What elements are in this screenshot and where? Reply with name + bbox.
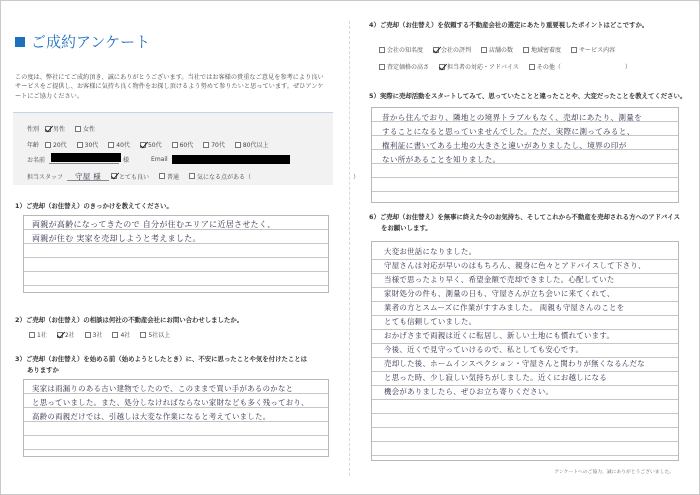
checkbox-icon[interactable]	[111, 173, 117, 179]
profile-panel	[13, 112, 360, 185]
q2-option-1[interactable]: 1社	[29, 330, 47, 339]
age-option-50s[interactable]: 50代	[140, 140, 162, 149]
q6-answer-line: 大変お世話になりました。	[384, 247, 477, 256]
q3-answer-box[interactable]	[23, 379, 329, 457]
gender-label: 性別	[27, 126, 40, 133]
checkbox-icon[interactable]	[85, 332, 91, 338]
q2-option-5-plus[interactable]: 5社以上	[140, 330, 170, 339]
checkbox-icon[interactable]	[45, 142, 51, 148]
name-suffix: 様	[123, 157, 130, 164]
staff-option-very-good[interactable]: とても良い	[111, 172, 149, 181]
q4-option-name-recognition[interactable]: 会社の知名度	[379, 45, 423, 54]
q3-title-line2: ありますか	[27, 366, 59, 374]
staff-row	[27, 171, 359, 181]
staff-option-normal[interactable]: 普通	[159, 172, 179, 181]
q4-title: 4）ご売却（お住替え）を依頼する不動産会社の選定にあたり重要視したポイントはどこですか。	[369, 21, 649, 29]
checkbox-icon[interactable]	[529, 64, 535, 70]
checkbox-icon[interactable]	[29, 332, 35, 338]
q1-answer-line: 両親が住む 実家を売却しようと考えました。	[32, 234, 201, 243]
q6-answer-line: とても信頼していました。	[384, 317, 477, 326]
checkbox-icon[interactable]	[57, 332, 63, 338]
q6-answer-line: 当様で思ったより早く、希望金額で売却できました。心配していた	[384, 275, 615, 284]
q6-answer-line: 守屋さんは対応が早いのはもちろん、親身に色々とアドバイスして下さり、	[384, 261, 646, 270]
q4-option-local[interactable]: 地域密着度	[523, 45, 561, 54]
age-label: 年齢	[27, 142, 40, 149]
age-option-70s[interactable]: 70代	[203, 140, 225, 149]
gender-option-female[interactable]: 女性	[75, 124, 95, 133]
q2-options	[29, 330, 180, 339]
title-block	[15, 31, 150, 52]
q3-answer-line: と思っていました。また、処分しなければならない家財なども多く残っており、	[32, 398, 309, 407]
staff-option-concern[interactable]: 気になる点がある（	[189, 172, 251, 181]
checkbox-icon[interactable]	[523, 47, 529, 53]
q4-option-appraisal[interactable]: 査定価格の高さ	[379, 62, 429, 71]
checkbox-icon[interactable]	[379, 47, 385, 53]
staff-label: 担当スタッフ	[27, 173, 64, 181]
checkbox-icon[interactable]	[235, 142, 241, 148]
email-label: Email	[151, 156, 168, 163]
checkbox-icon[interactable]	[45, 126, 51, 132]
q5-title: 5）実際に売却活動をスタートしてみて、思っていたことと違ったことや、大変だったことを教えてください。	[369, 92, 687, 100]
q6-answer-line: 家財処分の件も、測量の日も、守屋さんが立ち会いに来てくれて、	[384, 289, 615, 298]
age-option-30s[interactable]: 30代	[77, 140, 99, 149]
checkbox-icon[interactable]	[189, 173, 195, 179]
gender-option-male[interactable]: 男性	[45, 124, 65, 133]
q6-answer-line: と思った時、少し寂しい気持ちがしました。近くにお越しになる	[384, 373, 608, 382]
q4-option-store-count[interactable]: 店舗の数	[481, 45, 513, 54]
page-title: ご成約アンケート	[31, 33, 151, 51]
checkbox-icon[interactable]	[112, 332, 118, 338]
checkbox-icon[interactable]	[439, 64, 445, 70]
checkbox-icon[interactable]	[75, 126, 81, 132]
staff-close-paren: ）	[353, 173, 360, 181]
q4-option-reputation[interactable]: 会社の評判	[433, 45, 471, 54]
staff-name: 守屋 様	[67, 171, 109, 181]
q6-answer-line: 今後、近くで見守っていけるので、私としても安心です。	[384, 345, 584, 354]
email-redaction	[172, 155, 290, 164]
q4-options-row1	[379, 45, 625, 54]
q3-title-line1: 3）ご売却（お住替え）を始める前（始めようとしたとき）に、不安に思ったことや気を付けたことは	[15, 355, 308, 363]
q5-answer-line: することになると思っていませんでした。ただ、実際に測ってみると、	[382, 127, 635, 136]
name-label: お名前	[27, 157, 46, 164]
q5-answer-line: 昔から住んでおり、隣地との境界トラブルもなく、売却にあたり、測量を	[382, 113, 643, 122]
q4-option-service[interactable]: サービス内容	[571, 45, 615, 54]
checkbox-icon[interactable]	[140, 332, 146, 338]
q5-answer-line: ない所があることを知りました。	[382, 155, 501, 164]
age-option-40s[interactable]: 40代	[108, 140, 130, 149]
q4-options-row2	[379, 62, 631, 71]
q6-title-line2: をお願いします。	[381, 224, 432, 232]
title-square-icon	[15, 37, 25, 47]
gender-row	[27, 124, 105, 133]
q4-option-staff-advice[interactable]: 担当者の対応・アドバイス	[439, 62, 519, 71]
q4-option-other[interactable]: その他（	[529, 62, 561, 71]
checkbox-icon[interactable]	[159, 173, 165, 179]
q1-title: 1）ご売却（お住替え）のきっかけを教えてください。	[15, 202, 173, 210]
q2-option-4[interactable]: 4社	[112, 330, 130, 339]
checkbox-icon[interactable]	[108, 142, 114, 148]
q5-answer-box[interactable]	[371, 107, 679, 203]
intro-text: この度は、弊社にてご成約頂き、誠にありがとうございます。当社ではお客様の貴重なご意見を参考により良いサービスをご提供し、お客様に気持ち良く物件をお探し頂けるよう努めて参りたいと思っています。ぜひアンケートにご協力ください。	[15, 74, 324, 100]
q1-answer-line: 両親が高齢になってきたので 自分が住むエリアに近居させたく、	[32, 220, 276, 229]
checkbox-icon[interactable]	[140, 142, 146, 148]
q6-answer-line: 売却した後、ホームインスペクション・守屋さんと関わりが無くなるんだな	[384, 359, 645, 368]
q6-answer-line: 業者の方とスムーズに作業がすすみました。 両親も守屋さんのことを	[384, 303, 625, 312]
column-divider	[349, 21, 350, 476]
checkbox-icon[interactable]	[571, 47, 577, 53]
q5-answer-line: 権利証に書いてある土地の大きさと違いがありましたし、境界の印が	[382, 141, 627, 150]
q2-title: 2）ご売却（お住替え）の相談は何社の不動産会社にお問い合わせしましたか。	[15, 316, 244, 324]
q6-answer-line: おかげさまで両親は近くに転居し、新しい土地にも慣れています。	[384, 331, 615, 340]
checkbox-icon[interactable]	[433, 47, 439, 53]
age-option-60s[interactable]: 60代	[172, 140, 194, 149]
q3-answer-line: 高齢の両親だけでは、引越しは大変な作業になると考えていました。	[32, 412, 271, 421]
checkbox-icon[interactable]	[481, 47, 487, 53]
age-option-20s[interactable]: 20代	[45, 140, 67, 149]
footer-thanks: アンケートへのご協力、誠にありがとうございました。	[554, 470, 674, 475]
q2-option-2[interactable]: 2社	[57, 330, 75, 339]
q2-option-3[interactable]: 3社	[85, 330, 103, 339]
checkbox-icon[interactable]	[379, 64, 385, 70]
age-option-80s-plus[interactable]: 80代以上	[235, 140, 269, 149]
q6-title-line1: 6）ご売却（お住替え）を無事に終えた今のお気持ち、そしてこれから不動産を売却される方へのアドバイス	[369, 213, 681, 221]
q3-answer-line: 実家は雨漏りのある古い建物でしたので、このままで買い手があるのかなと	[32, 384, 294, 393]
q6-answer-box[interactable]	[371, 241, 679, 461]
q1-answer-box[interactable]	[23, 215, 329, 293]
checkbox-icon[interactable]	[172, 142, 178, 148]
name-redaction	[51, 153, 121, 162]
age-row	[27, 140, 279, 149]
checkbox-icon[interactable]	[203, 142, 209, 148]
q4-other-close: ）	[624, 64, 631, 71]
q6-answer-line: 機会がありましたら、ぜひお立ち寄りください。	[384, 387, 554, 396]
checkbox-icon[interactable]	[77, 142, 83, 148]
